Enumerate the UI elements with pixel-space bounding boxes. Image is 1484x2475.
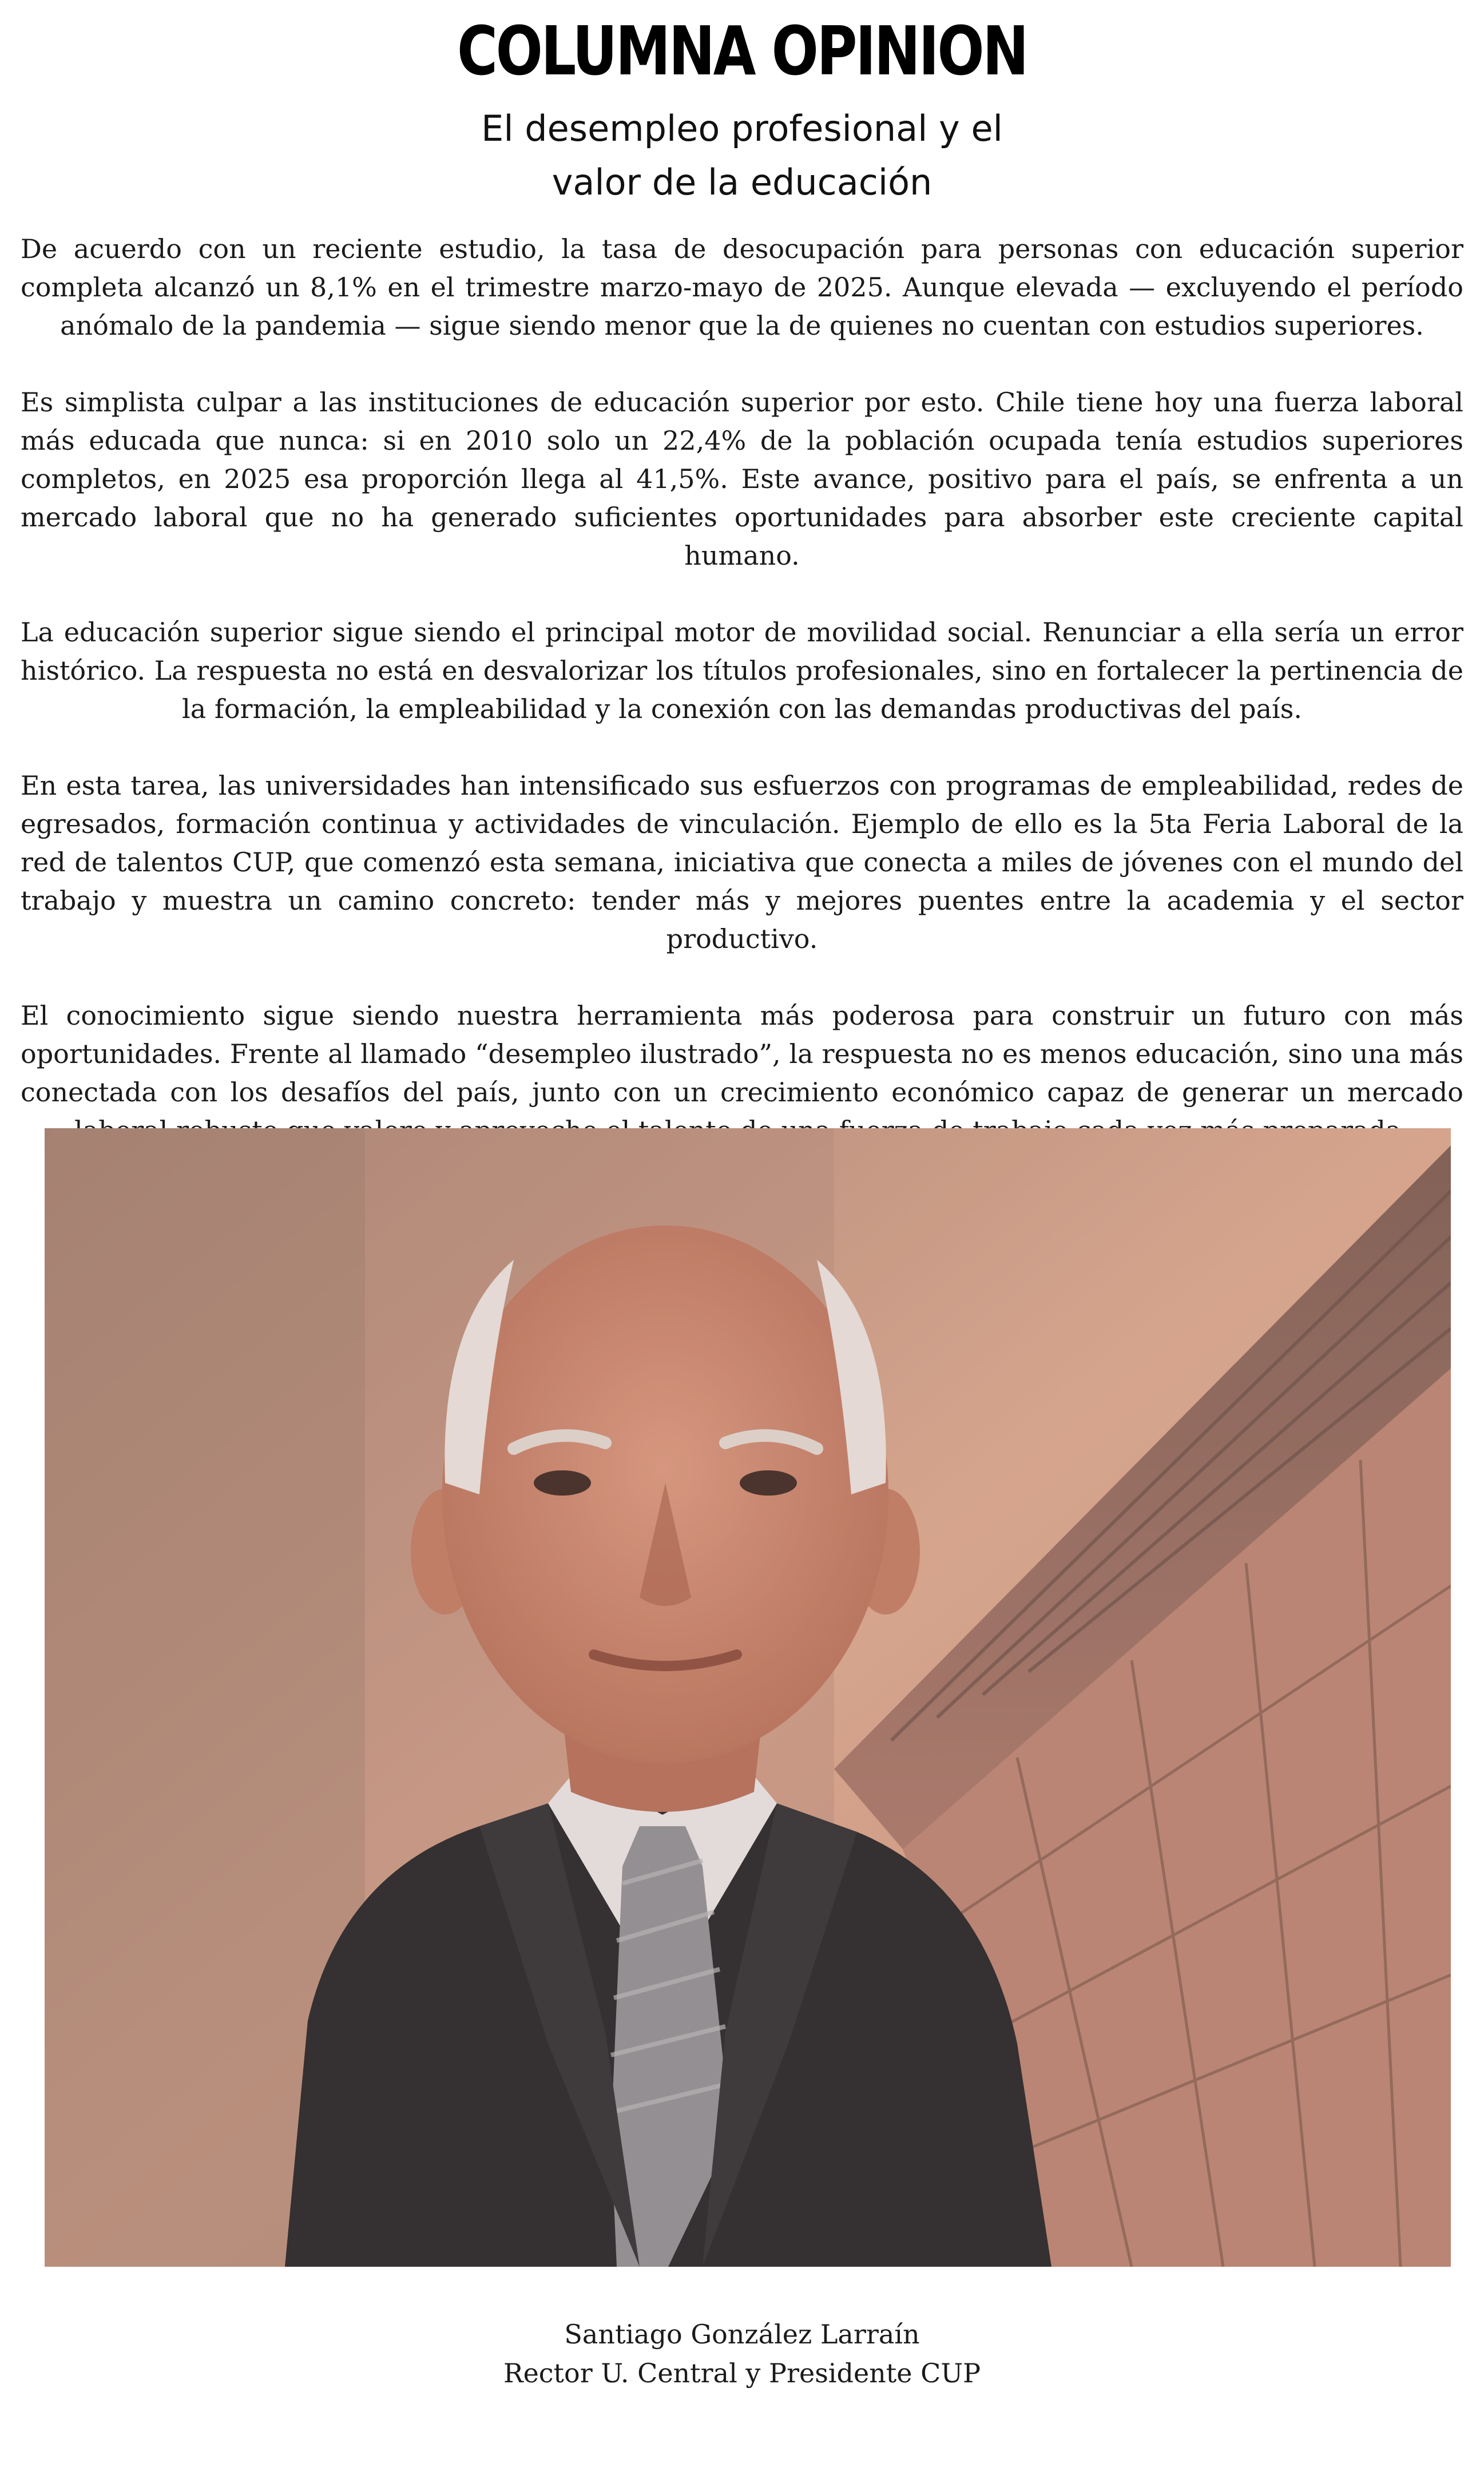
paragraph-2: Es simplista culpar a las instituciones de educación superior por esto. Chile tiene hoy una fuerza laboral más educada que nunca: si en 2010 solo un 22,4% de la población ocupada tenía estudios superiores completos, en 2025 esa proporción llega al 41,5%. Este avance, positivo para el país, se enfrenta a un mercado laboral que no ha generado suficientes oportunidades para absorber este creciente capital humano.	[21, 387, 1463, 571]
subtitle-line-2: valor de la educación	[551, 161, 933, 203]
page-title: COLUMNA OPINION	[457, 11, 1027, 90]
subtitle-line-1: El desempleo profesional y el	[481, 108, 1003, 149]
author-caption	[0, 2315, 1484, 2393]
paragraph-1: De acuerdo con un reciente estudio, la tasa de desocupación para personas con educación superior completa alcanzó un 8,1% en el trimestre marzo-mayo de 2025. Aunque elevada — excluyendo el período anómalo de la pandemia — sigue siendo menor que la de quienes no cuentan con estudios superiores.	[21, 233, 1463, 341]
author-name: Santiago González Larraín	[564, 2319, 920, 2350]
author-role: Rector U. Central y Presidente CUP	[503, 2358, 981, 2389]
paragraph-5: El conocimiento sigue siendo nuestra herramienta más poderosa para construir un futuro con más oportunidades. Frente al llamado “desempleo ilustrado”, la respuesta no es menos educación, sino una más conectada con los desafíos del país, junto con un crecimiento económico capaz de generar un mercado	[21, 1000, 1463, 1108]
paragraph-4: En esta tarea, las universidades han intensificado sus esfuerzos con programas de empleabilidad, redes de egresados, formación continua y actividades de vinculación. Ejemplo de ello es la 5ta Feria Laboral de la red de talentos CUP, que comenzó esta semana, iniciativa que conecta a miles de jóvenes con el mundo del trabajo y muestra un camino concreto: tender más y mejores puentes entre la academia y el sector productivo.	[21, 770, 1463, 954]
paragraph-3: La educación superior sigue siendo el principal motor de movilidad social. Renunciar a ella sería un error histórico. La respuesta no está en desvalorizar los títulos profesionales, sino en fortalecer la pertinencia de la formación, la empleabilidad y la conexión con las demandas productivas del país.	[21, 617, 1463, 724]
article-body	[21, 230, 1463, 1188]
author-photo-illustration	[45, 1128, 1451, 2267]
author-photo	[45, 1128, 1451, 2267]
article-subtitle	[0, 102, 1484, 209]
